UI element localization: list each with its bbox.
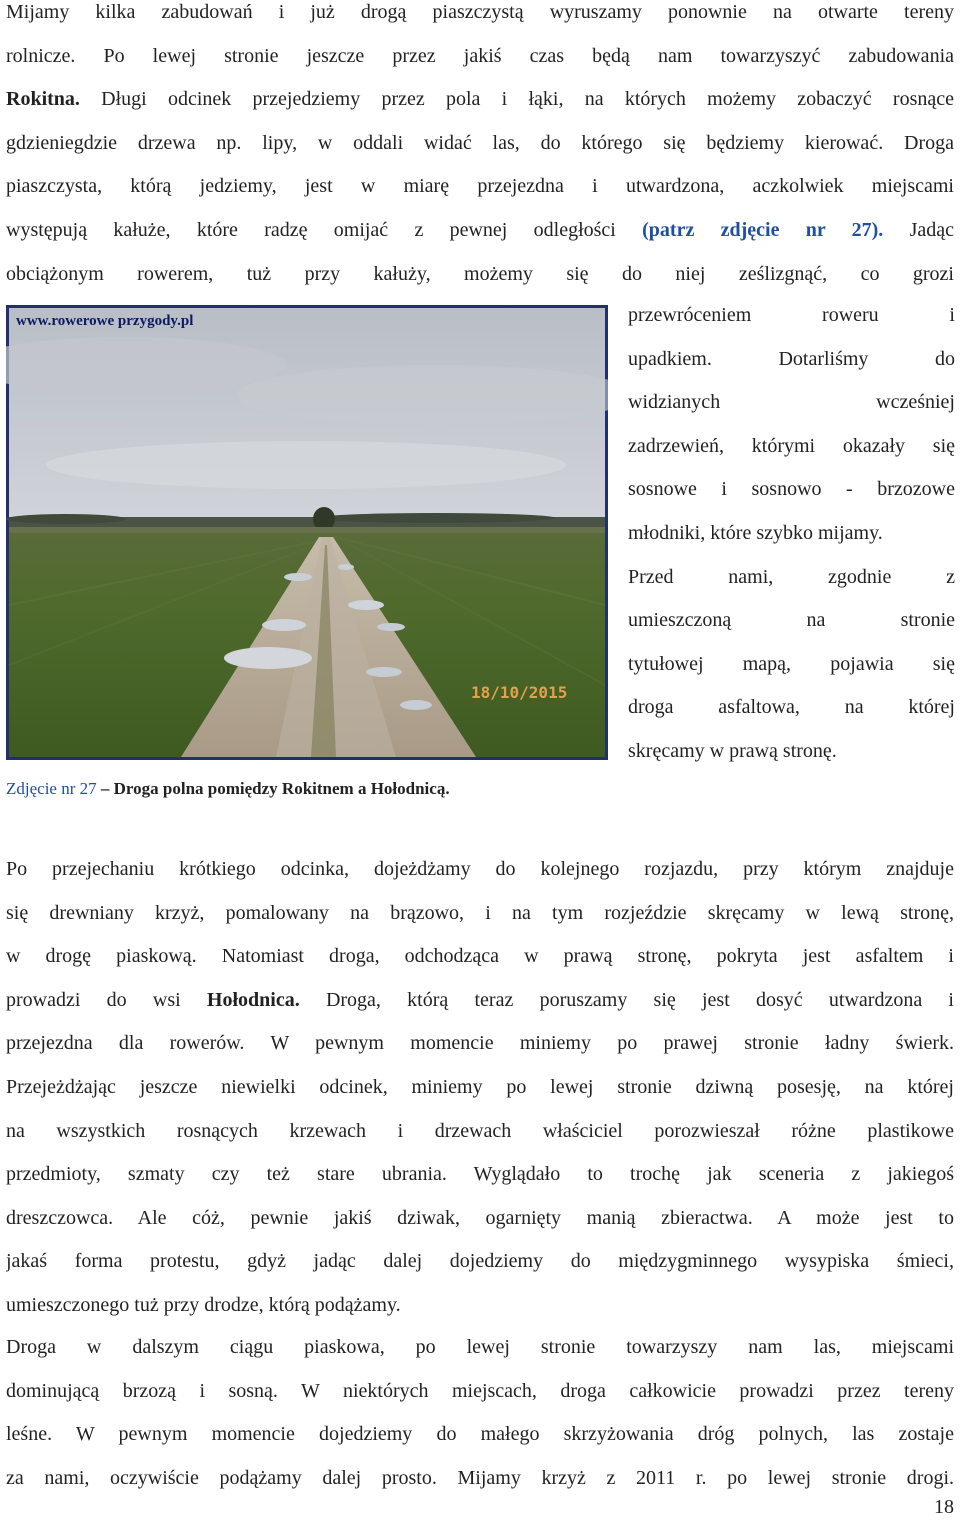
text-line: leśne. W pewnym momencie dojedziemy do małego skrzyżowania dróg polnych, las zostaje — [6, 1423, 954, 1446]
paragraph-2 — [6, 848, 954, 1328]
side-text-line: Przed nami, zgodnie z — [628, 565, 955, 588]
text-fragment: Jadąc — [883, 218, 954, 241]
top-paragraph — [6, 0, 954, 296]
text-fragment: występują kałuże, które radzę omijać z pewnej odległości — [6, 218, 643, 241]
side-text-line: przewróceniem roweru i — [628, 304, 955, 326]
side-text-line: zadrzewień, którymi okazały się — [628, 434, 955, 457]
side-text-line: sosnowe i sosnowo - brzozowe — [628, 478, 955, 501]
photo-date-stamp: 18/10/2015 — [471, 683, 568, 702]
text-line: się drewniany krzyż, pomalowany na brązowo, i na tym rozjeździe skręcamy w lewą stronę, — [6, 901, 954, 924]
caption-label: Zdjęcie nr 27 — [6, 779, 97, 798]
photo-watermark: www.rowerowe przygody.pl — [16, 313, 194, 329]
text-fragment: prowadzi do wsi — [6, 988, 207, 1011]
text-line: piaszczysta, którą jedziemy, jest w miarę przejezdna i utwardzona, aczkolwiek miejscami — [6, 175, 954, 198]
text-line — [6, 209, 954, 253]
text-line: dreszczowca. Ale cóż, pewnie jakiś dziwak, ogarnięty manią zbieractwa. A może jest to — [6, 1206, 954, 1229]
text-line: na wszystkich rosnących krzewach i drzewach właściciel porozwieszał różne plastikowe — [6, 1119, 954, 1142]
text-line: Droga w dalszym ciągu piaskowa, po lewej stronie towarzyszy nam las, miejscami — [6, 1336, 954, 1358]
text-fragment: Długi odcinek przejedziemy przez pola i łąki, na których możemy zobaczyć rosnące — [79, 88, 954, 111]
text-line: obciążonym rowerem, tuż przy kałuży, możemy się do niej ześlizgnąć, co grozi — [6, 262, 954, 285]
text-line: Mijamy kilka zabudowań i już drogą piaszczystą wyruszamy ponownie na otwarte tereny — [6, 1, 954, 23]
photo-field-road — [6, 305, 608, 760]
text-line: przedmioty, szmaty czy też stare ubrania. Wyglądało to trochę jak sceneria z jakiegoś — [6, 1163, 954, 1186]
text-line: za nami, oczywiście podążamy dalej prosto. Mijamy krzyż z 2011 r. po lewej stronie drogi. — [6, 1466, 954, 1489]
side-text-line: młodniki, które szybko mijamy. — [628, 521, 883, 544]
place-name-holodnica: Hołodnica. — [206, 988, 300, 1011]
text-line: umieszczonego tuż przy drodze, którą podążamy. — [6, 1293, 401, 1316]
caption-text: – Droga polna pomiędzy Rokitnem a Hołodnicą. — [96, 779, 450, 798]
text-line: rolnicze. Po lewej stronie jeszcze przez jakiś czas będą nam towarzyszyć zabudowania — [6, 44, 954, 67]
text-line: dominującą brzozą i sosną. W niektórych miejscach, droga całkowicie prowadzi przez tereny — [6, 1379, 954, 1402]
text-line — [6, 78, 954, 122]
side-text-line: upadkiem. Dotarliśmy do — [628, 347, 955, 370]
side-text-column — [628, 294, 955, 774]
text-line: Po przejechaniu krótkiego odcinka, dojeżdżamy do kolejnego rozjazdu, przy którym znajduje — [6, 858, 954, 880]
side-text-line: skręcamy w prawą stronę. — [628, 739, 837, 762]
paragraph-3 — [6, 1326, 954, 1500]
side-text-line: tytułowej mapą, pojawia się — [628, 652, 955, 675]
text-line: jakaś forma protestu, gdyż jadąc dalej dojedziemy do międzygminnego wysypiska śmieci, — [6, 1250, 954, 1273]
side-text-line: umieszczoną na stronie — [628, 609, 955, 632]
text-line: przejezdna dla rowerów. W pewnym momencie miniemy po prawej stronie ładny świerk. — [6, 1032, 954, 1055]
text-line: w drogę piaskową. Natomiast droga, odchodząca w prawą stronę, pokryta jest asfaltem i — [6, 945, 954, 968]
text-line — [6, 979, 954, 1023]
text-line: gdzieniegdzie drzewa np. lipy, w oddali widać las, do którego się będziemy kierować. Droga — [6, 131, 954, 154]
text-line: Przejeżdżając jeszcze niewielki odcinek, miniemy po lewej stronie dziwną posesję, na której — [6, 1075, 954, 1098]
page-number: 18 — [934, 1496, 954, 1518]
place-name-rokitno: Rokitna. — [6, 88, 80, 111]
photo-reference: (patrz zdjęcie nr 27). — [642, 218, 884, 241]
text-fragment: Droga, którą teraz poruszamy się jest dosyć utwardzona i — [299, 988, 954, 1011]
photo-caption — [6, 778, 450, 800]
side-text-line: widzianych wcześniej — [628, 391, 955, 414]
photo-illustration — [6, 305, 608, 760]
side-text-line: droga asfaltowa, na której — [628, 696, 955, 719]
